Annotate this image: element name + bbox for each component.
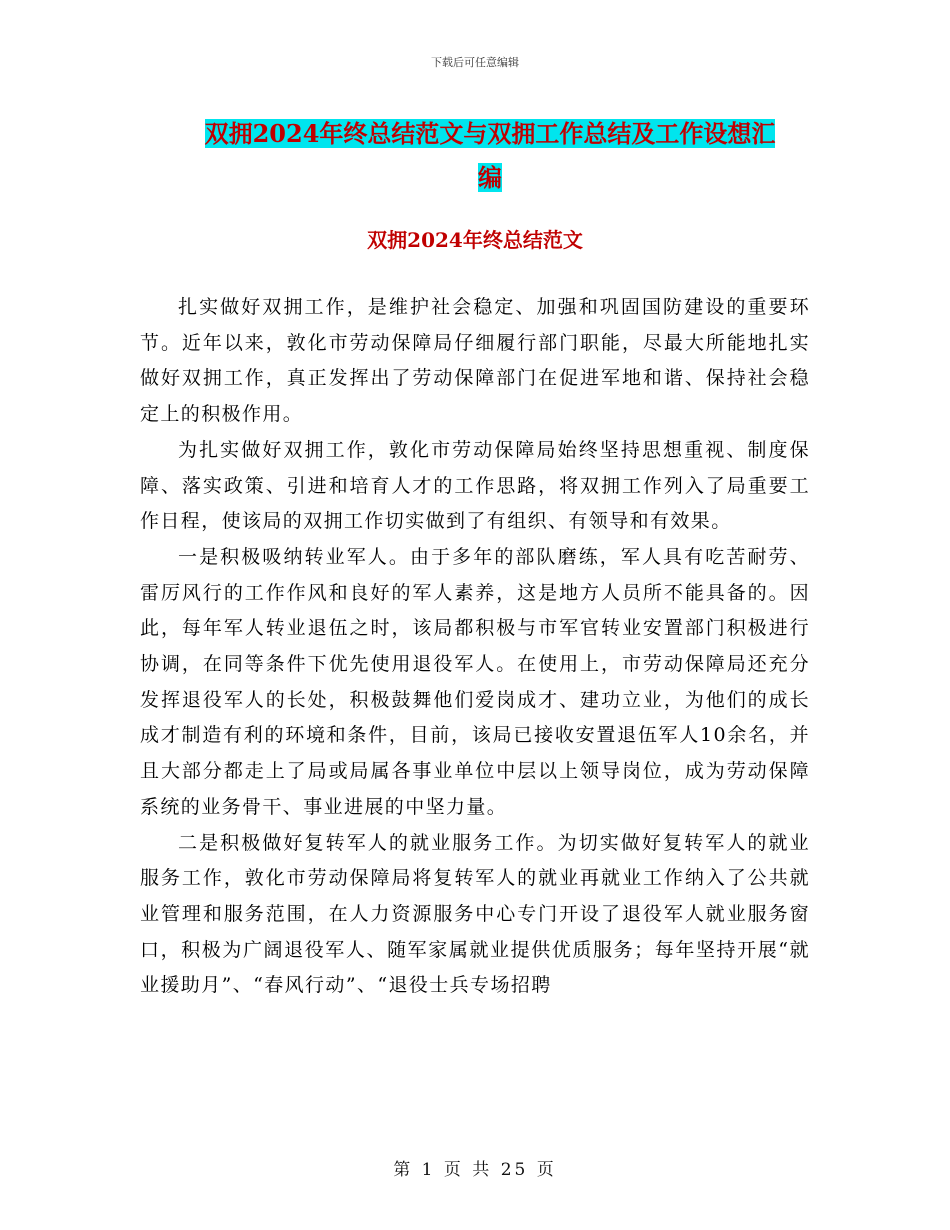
body-text	[140, 290, 810, 1004]
paragraph: 二是积极做好复转军人的就业服务工作。为切实做好复转军人的就业服务工作，敦化市劳动保障局将复转军人的就业再就业工作纳入了公共就业管理和服务范围，在人力资源服务中心专门开设了退役军人就业服务窗口，积极为广阔退役军人、随军家属就业提供优质服务；每年坚持开展“就业援助月”、“春风行动”、“退役士兵专场招聘	[140, 831, 810, 997]
document-title-line-1: 双拥2024年终总结范文与双拥工作总结及工作设想汇	[204, 119, 776, 148]
paragraph: 为扎实做好双拥工作，敦化市劳动保障局始终坚持思想重视、制度保障、落实政策、引进和培育人才的工作思路，将双拥工作列入了局重要工作日程，使该局的双拥工作切实做到了有组织、有领导和有效果。	[140, 438, 810, 533]
section-title: 双拥2024年终总结范文	[367, 228, 583, 252]
page-number-footer: 第 1 页 共 25 页	[393, 1160, 557, 1180]
paragraph: 扎实做好双拥工作，是维护社会稳定、加强和巩固国防建设的重要环节。近年以来，敦化市劳动保障局仔细履行部门职能，尽最大所能地扎实做好双拥工作，真正发挥出了劳动保障部门在促进军地和谐、保持社会稳定上的积极作用。	[140, 296, 810, 426]
paragraph: 一是积极吸纳转业军人。由于多年的部队磨练，军人具有吃苦耐劳、雷厉风行的工作作风和良好的军人素养，这是地方人员所不能具备的。因此，每年军人转业退伍之时，该局都积极与市军官转业安置部门积极进行协调，在同等条件下优先使用退役军人。在使用上，市劳动保障局还充分发挥退役军人的长处，积极鼓舞他们爱岗成才、建功立业，为他们的成长成才制造有利的环境和条件，目前，该局已接收安置退伍军人10余名，并且大部分都走上了局或局属各事业单位中层以上领导岗位，成为劳动保障系统的业务骨干、事业进展的中坚力量。	[140, 545, 810, 818]
document-title	[140, 112, 840, 200]
document-title-line-2: 编	[478, 163, 502, 192]
header-note: 下载后可任意编辑	[431, 56, 519, 69]
